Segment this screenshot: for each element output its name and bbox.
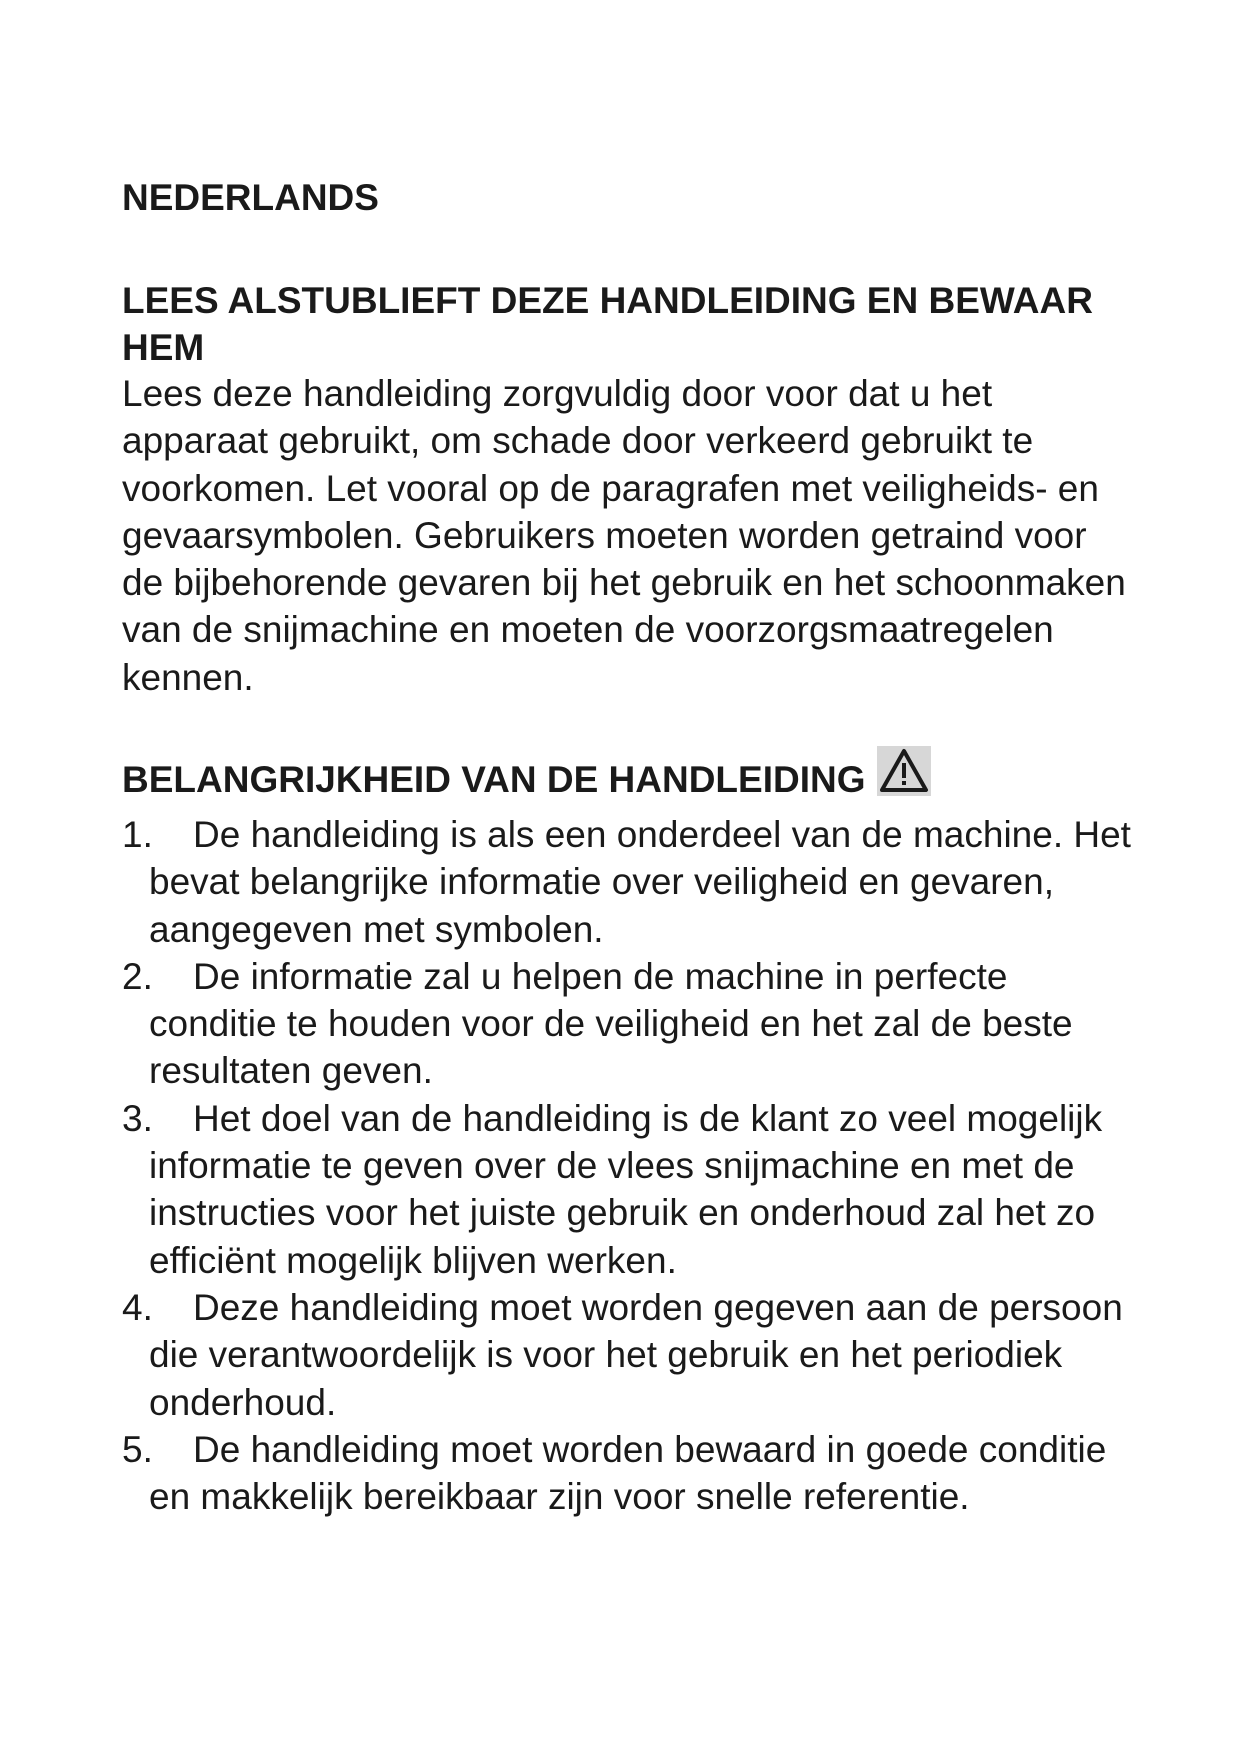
- language-label: NEDERLANDS: [122, 177, 379, 218]
- importance-list: [122, 811, 1142, 1520]
- list-item: [122, 1284, 1142, 1426]
- list-item: [122, 1426, 1142, 1521]
- list-item-number: 2.: [122, 955, 153, 997]
- warning-triangle-icon: [877, 746, 931, 796]
- list-item-text: Het doel van de handleiding is de klant zo veel mogelijk informatie te geven over de vlees snijmachine en met de instructies voor het juiste gebruik en onderhoud zal het zo efficiënt mogelijk blijven werken.: [149, 1097, 1103, 1281]
- list-item: [122, 811, 1142, 953]
- section-heading: [122, 756, 1132, 803]
- list-item-text: De handleiding moet worden bewaard in goede conditie en makkelijk bereikbaar zijn voor snelle referentie.: [149, 1428, 1107, 1518]
- intro-heading: LEES ALSTUBLIEFT DEZE HANDLEIDING EN BEWAAR HEM: [122, 280, 1093, 368]
- list-item: [122, 1095, 1142, 1284]
- list-item: [122, 953, 1142, 1095]
- list-item-text: De handleiding is als een onderdeel van de machine. Het bevat belangrijke informatie over veiligheid en gevaren, aangegeven met symbolen.: [149, 814, 1131, 950]
- section-heading-text: BELANGRIJKHEID VAN DE HANDLEIDING: [122, 759, 866, 800]
- list-item-number: 1.: [122, 814, 153, 855]
- list-item-number: 4.: [122, 1286, 153, 1328]
- list-item-number: 5.: [122, 1428, 153, 1470]
- list-item-text: De informatie zal u helpen de machine in perfecte conditie te houden voor de veiligheid en het zal de beste resultaten geven.: [149, 955, 1073, 1092]
- list-item-number: 3.: [122, 1097, 153, 1139]
- list-item-text: Deze handleiding moet worden gegeven aan de persoon die verantwoordelijk is voor het gebruik en het periodiek onderhoud.: [149, 1286, 1123, 1423]
- intro-paragraph: Lees deze handleiding zorgvuldig door voor dat u het apparaat gebruikt, om schade door verkeerd gebruikt te voorkomen. Let vooral op de paragrafen met veiligheids- en gevaarsymbolen. Gebruikers moeten worden getraind voor de bijbehorende gevaren bij het gebruik en het schoonmaken van de snijmachine en moeten de voorzorgsmaatregelen kennen.: [122, 373, 1126, 698]
